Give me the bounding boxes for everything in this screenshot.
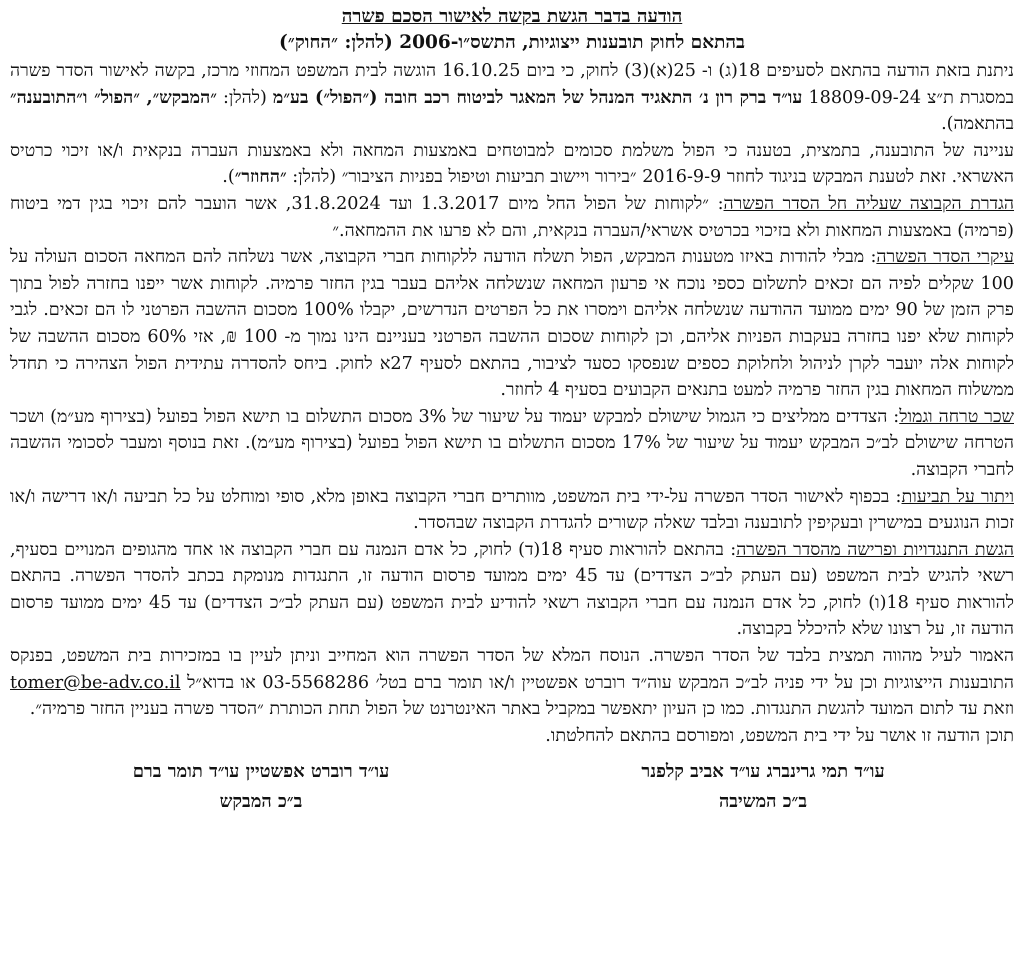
waiver-text: : בכפוף לאישור הסדר הפשרה על-ידי בית המשפט, מוותרים חברי הקבוצה באופן מלא, סופי ומוחלט על כל תביעה ו/או דרישה ו/או זכות הנוגעים במישרין ובעקיפין לתובענה ובלבד שאלה קשורים להגדרת הקבוצה שבהסדר. bbox=[10, 486, 1014, 534]
subject-text: עניינה של התובענה, בתמצית, בטענה כי הפול משלמת סכומים למבוטחים באמצעות המחאה ולא באמצעות העברה בנקאית ו/או זיכוי כרטיס האשראי. זאת לטענת המבקש בניגוד לחוזר 2016-9-9 ״בירור ויישוב תביעות וטיפול בפניות הציבור״ (להלן: bbox=[10, 140, 1014, 188]
fees-heading: שכר טרחה וגמול bbox=[899, 406, 1014, 427]
applicant-role: ב״כ המבקש bbox=[219, 791, 303, 813]
notice-title: הודעה בדבר הגשת בקשה לאישור הסכם פשרה bbox=[341, 6, 683, 27]
signature-respondent bbox=[537, 757, 989, 817]
details-paragraph bbox=[10, 643, 1014, 723]
notice-subtitle: בהתאם לחוק תובענות ייצוגיות, התשס״ו-2006 (להלן: ״החוק״) bbox=[279, 32, 745, 53]
definitions: ״המבקש״, ״הפול״ ו״התובענה״ bbox=[10, 86, 217, 108]
settlement-paragraph bbox=[10, 244, 1014, 404]
case-name: עו״ד ברק רון נ׳ התאגיד המנהל של המאגר לביטוח רכב חובה (״הפול״) בע״מ bbox=[272, 86, 803, 108]
details-text-1: האמור לעיל מהווה תמצית בלבד של הסדר הפשרה. הנוסח המלא של הסדר הפשרה הוא המחייב וניתן לעיין בו במזכירות בית המשפט, בפנקס התובענות הייצוגיות וכן על ידי פניה לב״כ המבקש עוה״ד רוברט אפשטיין ו/או תומר ברם בטל׳ 03-5568286 או בדוא״ל bbox=[10, 646, 1014, 693]
fees-paragraph bbox=[10, 404, 1014, 484]
settlement-text: : מבלי להודות באיזו מטענות המבקש, הפול תשלח הודעה ללקוחות חברי הקבוצה, אשר נשלחה להם המחאה הסכום העולה על 100 שקלים לפיה הם זכאים לתשלום כספי נוכח אי פרעון המחאה שנשלחה אליהם בעבר בגין החזר פרמיה. לקוחות אשר ייפנו בחזרה לפול בתוך פרק הזמן של 90 ימים ממועד ההודעה שנשלחה אליהם וימסרו את כל הפרטים הנדרשים, יקבלו 100% מסכום ההשבה הפרטני לו הם זכאים. לגבי לקוחות שלא יפנו בחזרה בעקבות הפניות אליהם, וכן לקוחות שסכום ההשבה הפרטני בעניינם הינו נמוך מ- 100 ₪, אזי 60% מסכום ההשבה של לקוחות אלה יועבר לקרן לניהול ולחלוקת כספים שנפסקו כסעד לציבור, בהתאם לסעיף 27א לחוק. ביחס להסדרה עתידית הפול הצהירה כי תחדל ממשלוח המחאות בגין החזר פרמיה למעט בתנאים הקבועים בסעיף 4 לחוזר. bbox=[10, 247, 1014, 401]
settlement-heading: עיקרי הסדר הפשרה bbox=[876, 247, 1014, 268]
signatures bbox=[10, 757, 1014, 817]
details-text-2: וזאת עד לתום המועד להגשת התנגדות. כמו כן העיון יתאפשר במקביל באתר האינטרנט של הפול תחת הכותרת ״הסדר פשרה בעניין החזר פרמיה״. bbox=[29, 699, 1014, 720]
subject-end: ). bbox=[222, 167, 235, 188]
signature-applicant bbox=[35, 757, 487, 817]
respondent-role: ב״כ המשיבה bbox=[718, 791, 808, 813]
intro-text-2: (להלן: bbox=[216, 87, 273, 108]
group-definition-heading: הגדרת הקבוצה שעליה חל הסדר הפשרה bbox=[723, 193, 1015, 214]
objections-paragraph bbox=[10, 537, 1014, 643]
intro-paragraph bbox=[10, 58, 1014, 138]
fees-text: : הצדדים ממליצים כי הגמול שישולם למבקש יעמוד על שיעור של 3% מסכום התשלום בו תישא הפול בפועל (בצירוף מע״מ) ושכר הטרחה שישולם לב״כ המבקש יעמוד על שיעור של 17% מסכום התשלום בו תישא הפול בפועל (בצירוף מע״מ). זאת בנוסף ומעבר לסכומי ההשבה לחברי הקבוצה. bbox=[10, 406, 1015, 480]
intro-text-1: ניתנת בזאת הודעה בהתאם לסעיפים 18(ג) ו- 25(א)(3) לחוק, כי ביום 16.10.25 הוגשה לבית המשפט המחוזי מרכז, בקשה לאישור הסדר פשרה במסגרת ת״צ 18809-09-24 bbox=[10, 61, 1015, 108]
subject-paragraph bbox=[10, 138, 1014, 191]
waiver-heading: ויתור על תביעות bbox=[901, 486, 1014, 507]
intro-text-3: בהתאמה). bbox=[941, 114, 1014, 135]
notice-body bbox=[10, 58, 1014, 749]
closing-paragraph: תוכן הודעה זו אושר על ידי בית המשפט, ומפורסם בהתאם להחלטתו. bbox=[545, 725, 1014, 746]
subject-definition: ״החוזר״ bbox=[234, 166, 287, 188]
objections-text: : בהתאם להוראות סעיף 18(ד) לחוק, כל אדם הנמנה עם חברי הקבוצה או אחד מהגופים המנויים בסעיף, רשאי להגיש לבית המשפט (עם העתק לב״כ הצדדים) עד 45 ימים ממועד פרסום הודעה זו, התנגדות מנומקת בכתב להסדר הפשרה. בהתאם להוראות סעיף 18(ו) לחוק, כל אדם הנמנה עם חברי הקבוצה רשאי להודיע לבית המשפט (עם העתק לב״כ הצדדים) עד 45 ימים ממועד פרסום הודעה זו, על רצונו שלא להיכלל בקבוצה. bbox=[10, 539, 1015, 640]
waiver-paragraph bbox=[10, 484, 1014, 537]
group-definition-paragraph bbox=[10, 191, 1014, 244]
applicant-lawyers: עו״ד רוברט אפשטיין עו״ד תומר ברם bbox=[132, 761, 390, 783]
respondent-lawyers: עו״ד תמי גרינברג עו״ד אביב קלפנר bbox=[641, 761, 885, 783]
email-link[interactable]: tomer@be-adv.co.il bbox=[10, 672, 181, 693]
group-definition-text: : ״לקוחות של הפול החל מיום 1.3.2017 ועד 31.8.2024, אשר הועבר להם זיכוי בגין דמי ביטוח (פרמיה) באמצעות המחאות ולא בזיכוי בכרטיס אשראי/העברה בנקאית, והם לא פרעו את ההמחאה.״ bbox=[10, 193, 1014, 241]
objections-heading: הגשת התנגדויות ופרישה מהסדר הפשרה bbox=[736, 539, 1014, 560]
